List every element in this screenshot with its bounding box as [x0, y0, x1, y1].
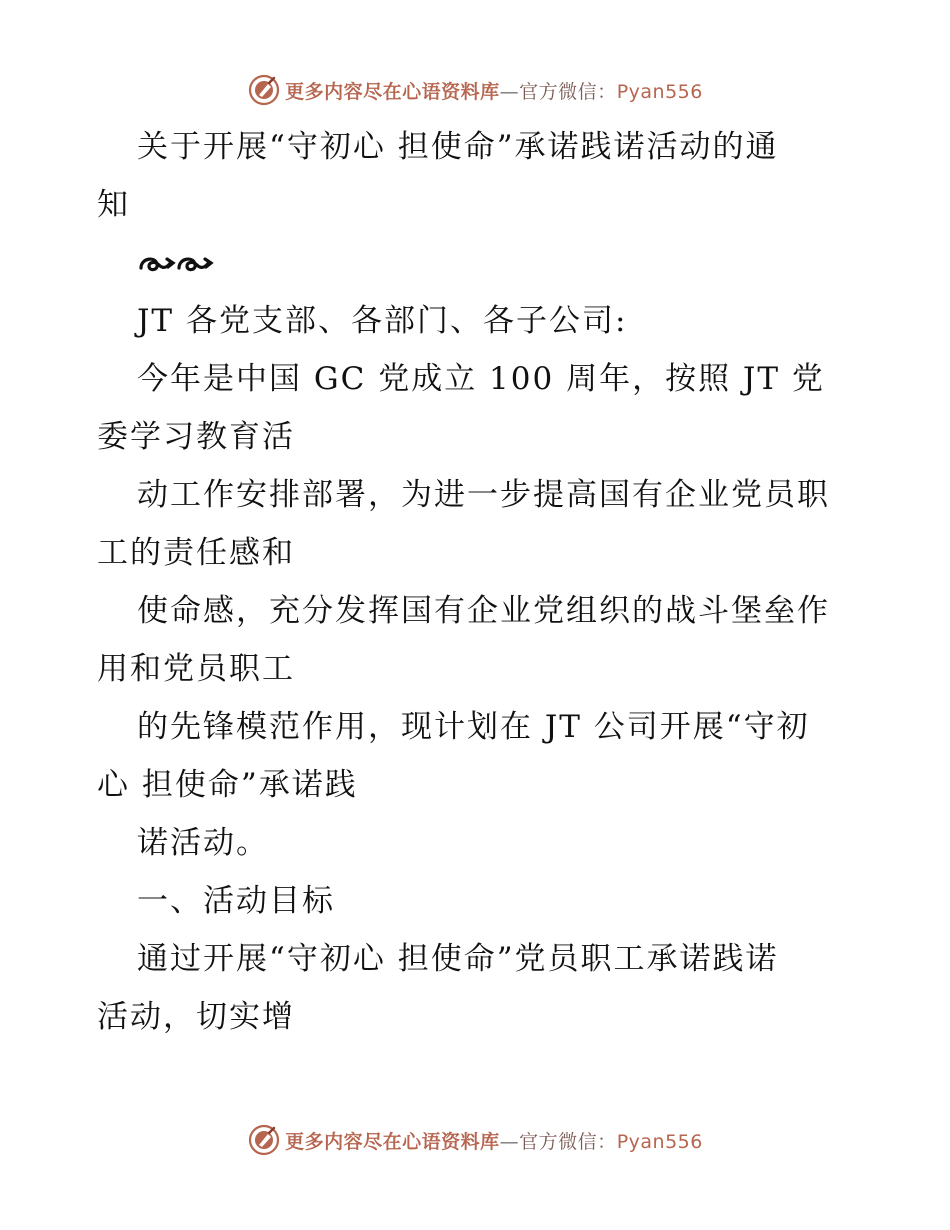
- paragraph-line: 动工作安排部署，为进一步提高国有企业党员职: [137, 477, 830, 513]
- paragraph-line: 通过开展“守初心 担使命”党员职工承诺践诺: [137, 941, 779, 977]
- banner-dash: —: [499, 1130, 520, 1153]
- banner-wechat-id: Pyan556: [616, 1130, 703, 1153]
- document-body: [97, 118, 857, 1046]
- banner-wechat-label: 官方微信：: [519, 1130, 617, 1153]
- paragraph-line: 诺活动。: [137, 825, 269, 861]
- banner-wechat-id: Pyan556: [616, 80, 703, 103]
- paragraph-line: 活动，切实增: [97, 999, 295, 1035]
- header-banner: [0, 70, 950, 110]
- banner-text: [285, 1127, 703, 1154]
- paragraph-line: 用和党员职工: [97, 651, 295, 687]
- paragraph-line: 委学习教育活: [97, 419, 295, 455]
- banner-dash: —: [499, 80, 520, 103]
- banner-wechat-label: 官方微信：: [519, 80, 617, 103]
- section-heading: 一、活动目标: [137, 883, 335, 919]
- document-title-line-2: 知: [97, 187, 130, 223]
- paragraph-line: 工的责任感和: [97, 535, 295, 571]
- banner-main-text: 更多内容尽在心语资料库: [285, 1130, 500, 1153]
- paragraph-line: 使命感，充分发挥国有企业党组织的战斗堡垒作: [137, 593, 830, 629]
- pen-nib-circle-icon: [247, 73, 281, 107]
- document-title-line-1: 关于开展“守初心 担使命”承诺践诺活动的通: [137, 129, 779, 165]
- banner-main-text: 更多内容尽在心语资料库: [285, 80, 500, 103]
- paragraph-line: 心 担使命”承诺践: [97, 767, 358, 803]
- paragraph-line: 今年是中国 GC 党成立 100 周年，按照 JT 党: [137, 361, 825, 397]
- paragraph-line: 的先锋模范作用，现计划在 JT 公司开展“守初: [137, 709, 810, 745]
- swirl-ornament-icon: [97, 234, 857, 292]
- footer-banner: [0, 1120, 950, 1160]
- salutation-line: JT 各党支部、各部门、各子公司:: [137, 303, 628, 339]
- banner-text: [285, 77, 703, 104]
- pen-nib-circle-icon: [247, 1123, 281, 1157]
